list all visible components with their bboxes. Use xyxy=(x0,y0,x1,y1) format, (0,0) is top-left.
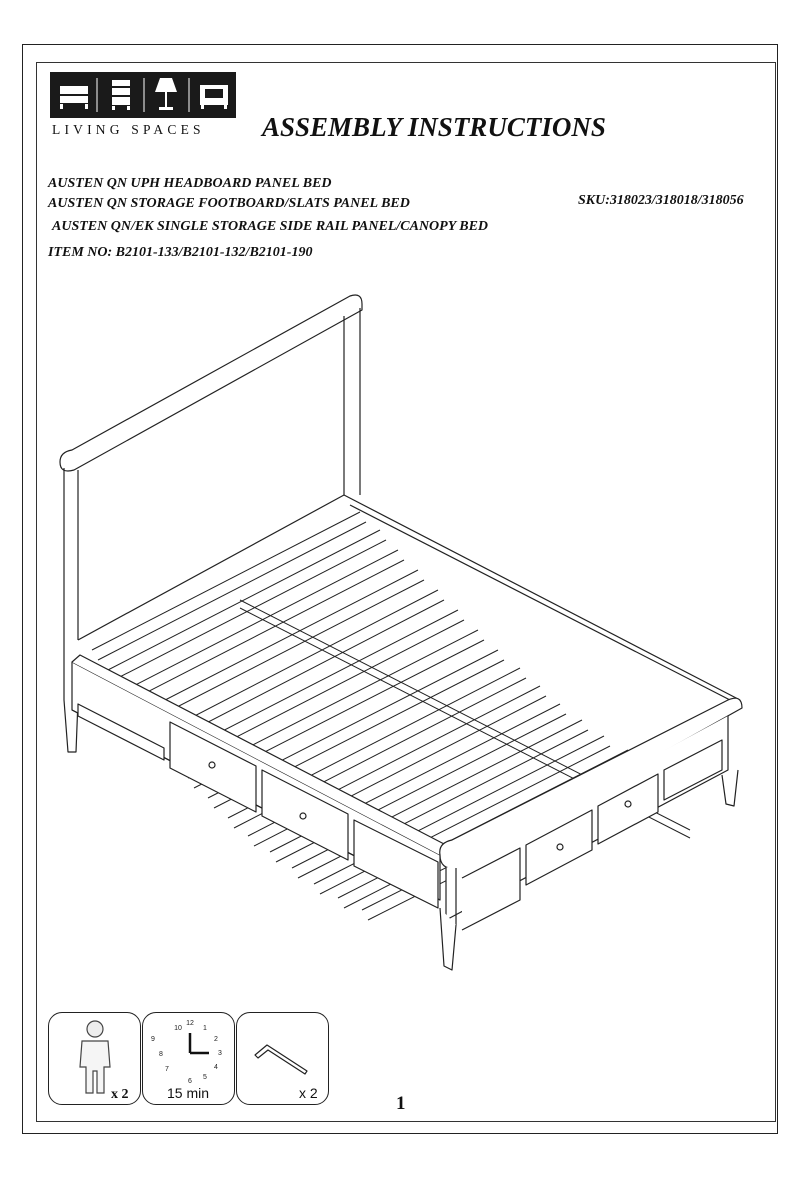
brand-name: LIVING SPACES xyxy=(52,122,205,137)
lamp-icon xyxy=(155,78,177,110)
svg-text:4: 4 xyxy=(214,1064,218,1071)
svg-text:10: 10 xyxy=(174,1025,182,1032)
bed-illustration xyxy=(54,285,754,990)
svg-text:6: 6 xyxy=(188,1078,192,1085)
sofa-icon xyxy=(200,85,228,109)
product-line-2: AUSTEN QN STORAGE FOOTBOARD/SLATS PANEL BED xyxy=(48,196,410,211)
time-required-box xyxy=(142,1012,235,1105)
footboard-drawing xyxy=(440,698,742,970)
brand-logo xyxy=(50,72,236,138)
bed-icon xyxy=(60,86,88,109)
page-title: ASSEMBLY INSTRUCTIONS xyxy=(262,112,606,142)
nightstand-icon xyxy=(112,80,130,110)
svg-text:2: 2 xyxy=(214,1036,218,1043)
svg-text:7: 7 xyxy=(165,1066,169,1073)
product-line-1: AUSTEN QN UPH HEADBOARD PANEL BED xyxy=(48,176,332,191)
svg-text:9: 9 xyxy=(151,1036,155,1043)
svg-text:8: 8 xyxy=(159,1051,163,1058)
clock-num-12: 12 xyxy=(186,1020,194,1027)
side-rail-back xyxy=(344,495,740,700)
time-estimate: 15 min xyxy=(167,1085,210,1101)
sku-number: SKU:318023/318018/318056 xyxy=(578,193,744,208)
logo-icon-strip xyxy=(50,72,236,118)
svg-text:3: 3 xyxy=(218,1050,222,1057)
people-count: x 2 xyxy=(111,1087,129,1102)
item-number: ITEM NO: B2101-133/B2101-132/B2101-190 xyxy=(48,245,313,260)
allen-key-icon xyxy=(237,1013,327,1083)
page-number: 1 xyxy=(396,1093,406,1114)
svg-text:1: 1 xyxy=(203,1025,207,1032)
people-required-box xyxy=(48,1012,141,1105)
clock-icon xyxy=(143,1013,233,1087)
tool-required-box xyxy=(236,1012,329,1105)
tool-count: x 2 xyxy=(299,1085,318,1101)
svg-text:5: 5 xyxy=(203,1074,207,1081)
product-line-3: AUSTEN QN/EK SINGLE STORAGE SIDE RAIL PANEL/CANOPY BED xyxy=(52,219,489,234)
